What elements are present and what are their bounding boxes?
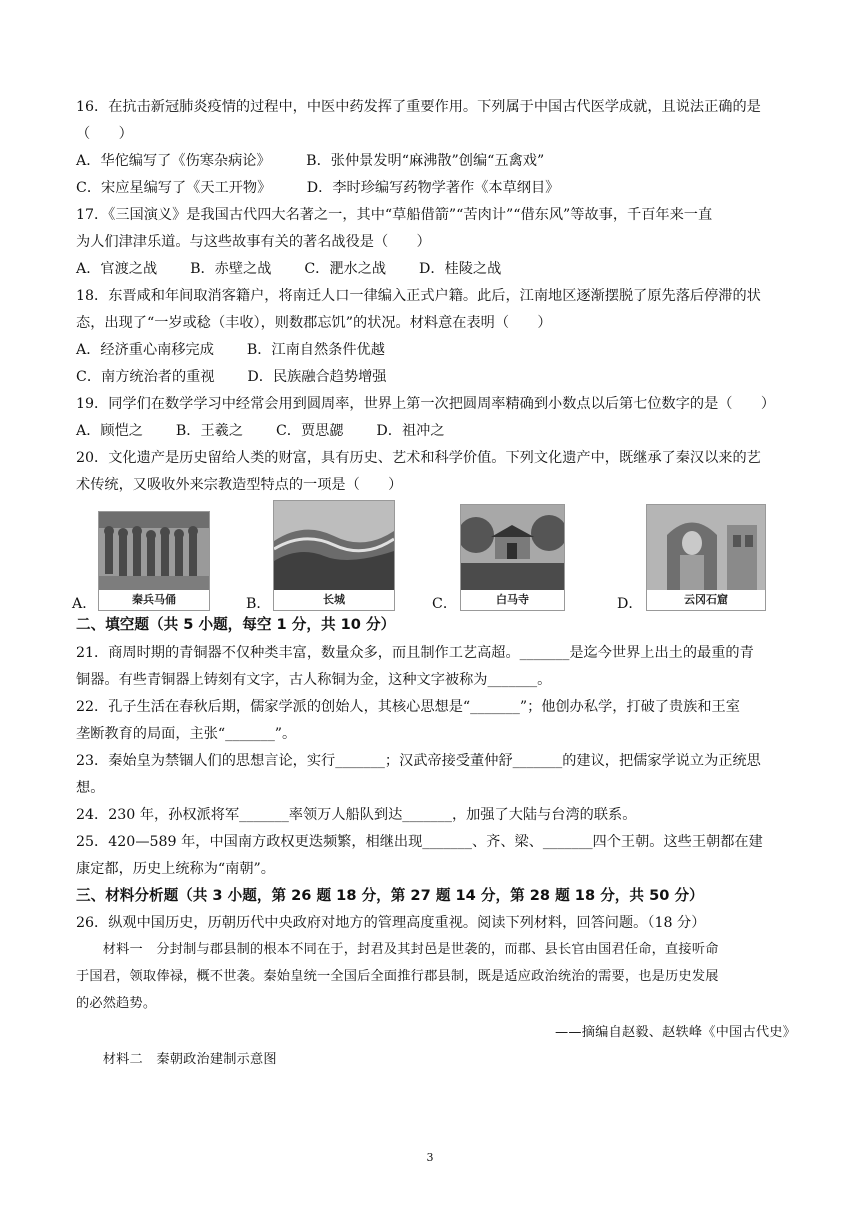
q25-line-2: 康定都，历史上统称为“南朝”。 — [76, 861, 275, 877]
q16-stem-cont: （ ） — [76, 126, 133, 142]
great-wall-caption: 长城 — [274, 590, 394, 610]
white-horse-temple-image — [461, 505, 564, 590]
yungang-grottoes-caption: 云冈石窟 — [647, 590, 765, 610]
q17-stem-cont: 为人们津津乐道。与这些故事有关的著名战役是（ ） — [76, 234, 431, 250]
great-wall-photo — [273, 500, 395, 611]
q20-stem-cont: 术传统，又吸收外来宗教造型特点的一项是（ ） — [76, 477, 403, 493]
q18-stem: 18．东晋咸和年间取消客籍户，将南迁人口一律编入正式户籍。此后，江南地区逐渐摆脱了原先落后停滞的状 — [76, 288, 761, 304]
q16-options-cd: C．宋应星编写了《天工开物》 D．李时珍编写药物学著作《本草纲目》 — [76, 180, 560, 196]
q18-stem-cont: 态，出现了“一岁或稔（丰收），则数郡忘饥”的状况。材料意在表明（ ） — [76, 315, 552, 331]
q18-options-ab: A．经济重心南移完成 B．江南自然条件优越 — [76, 342, 385, 358]
q22-line-1: 22．孔子生活在春秋后期，儒家学派的创始人，其核心思想是“_______”；他创办私学，打破了贵族和王室 — [76, 699, 740, 715]
q23-line-1: 23．秦始皇为禁锢人们的思想言论，实行_______；汉武帝接受董仲舒_______的建议，把儒家学说立为正统思 — [76, 753, 761, 769]
q24-line: 24．230 年，孙权派将军_______率领万人船队到达_______，加强了大陆与台湾的联系。 — [76, 807, 637, 823]
terracotta-warriors-caption: 秦兵马俑 — [99, 590, 209, 610]
yungang-grottoes-image — [647, 505, 765, 590]
q20-option-b-label: B． — [246, 596, 271, 612]
q20-option-a-label: A． — [72, 596, 97, 612]
yungang-grottoes-photo — [646, 504, 766, 611]
material-1-line-2: 于国君，领取俸禄，概不世袭。秦始皇统一全国后全面推行郡县制，既是适应政治统治的需要，也是历史发展 — [76, 969, 719, 984]
q26-stem: 26．纵观中国历史，历朝历代中央政府对地方的管理高度重视。阅读下列材料，回答问题。（18 分） — [76, 915, 706, 931]
q17-stem: 17．《三国演义》是我国古代四大名著之一，其中“草船借箭”“苦肉计”“借东风”等故事，千百年来一直 — [76, 207, 713, 223]
page-number: 3 — [426, 1151, 434, 1164]
q20-option-d-label: D． — [617, 596, 643, 612]
q22-line-2: 垄断教育的局面，主张“_______”。 — [76, 726, 297, 742]
q23-line-2: 想。 — [76, 780, 105, 796]
material-1-line-1: 材料一 分封制与郡县制的根本不同在于，封君及其封邑是世袭的，而郡、县长官由国君任命，直接听命 — [76, 942, 719, 957]
q16-options-ab: A．华佗编写了《伤寒杂病论》 B．张仲景发明“麻沸散”创编“五禽戏” — [76, 153, 545, 169]
material-2-title: 材料二 秦朝政治建制示意图 — [76, 1052, 277, 1067]
white-horse-temple-caption: 白马寺 — [461, 590, 564, 610]
q19-stem: 19．同学们在数学学习中经常会用到圆周率，世界上第一次把圆周率精确到小数点以后第七位数字的是（ ） — [76, 396, 776, 412]
great-wall-image — [274, 501, 394, 590]
q18-options-cd: C．南方统治者的重视 D．民族融合趋势增强 — [76, 369, 387, 385]
terracotta-warriors-photo — [98, 511, 210, 611]
white-horse-temple-photo — [460, 504, 565, 611]
section-3-heading: 三、材料分析题（共 3 小题，第 26 题 18 分，第 27 题 14 分，第 28 题 18 分，共 50 分） — [76, 887, 704, 904]
terracotta-warriors-image — [99, 512, 209, 590]
section-2-heading: 二、填空题（共 5 小题，每空 1 分，共 10 分） — [76, 616, 396, 633]
q21-line-2: 铜器。有些青铜器上铸刻有文字，古人称铜为金，这种文字被称为_______。 — [76, 672, 552, 688]
q21-line-1: 21．商周时期的青铜器不仅种类丰富，数量众多，而且制作工艺高超。_______是迄今世界上出土的最重的青 — [76, 645, 754, 661]
q25-line-1: 25．420—589 年，中国南方政权更迭频繁，相继出现_______、齐、梁、_______四个王朝。这些王朝都在建 — [76, 834, 763, 850]
q19-options: A．顾恺之 B．王羲之 C．贾思勰 D．祖冲之 — [76, 423, 445, 439]
q20-stem: 20．文化遗产是历史留给人类的财富，具有历史、艺术和科学价值。下列文化遗产中，既继承了秦汉以来的艺 — [76, 450, 761, 466]
material-1-line-3: 的必然趋势。 — [76, 996, 157, 1011]
q20-option-c-label: C． — [432, 596, 458, 612]
q16-stem: 16．在抗击新冠肺炎疫情的过程中，中医中药发挥了重要作用。下列属于中国古代医学成就，且说法正确的是 — [76, 99, 761, 115]
q17-options: A．官渡之战 B．赤壁之战 C．淝水之战 D．桂陵之战 — [76, 261, 502, 277]
material-1-source: ——摘编自赵毅、赵轶峰《中国古代史》 — [555, 1025, 796, 1040]
